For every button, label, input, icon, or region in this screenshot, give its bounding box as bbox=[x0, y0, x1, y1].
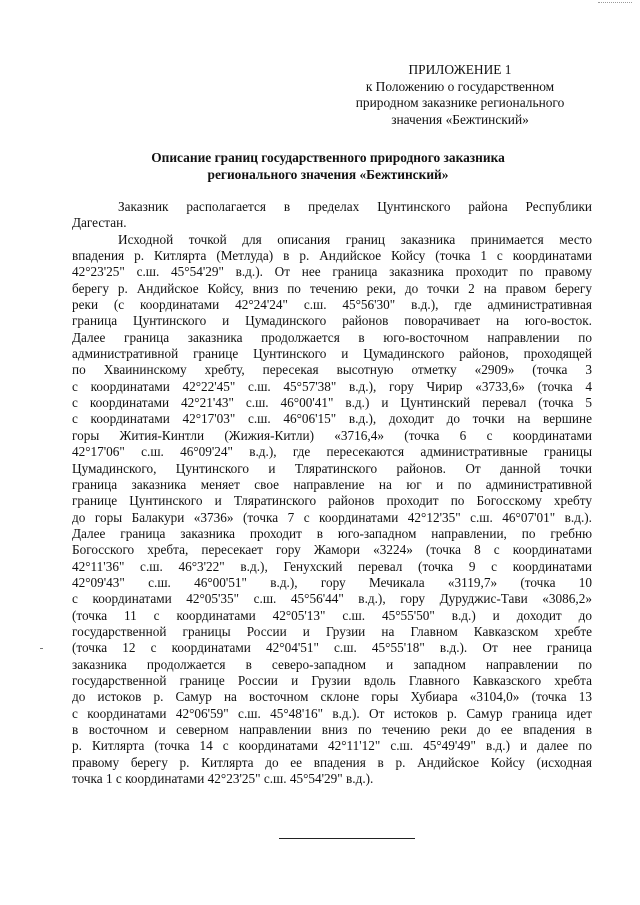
text-line: с координатами 42°05'35" с.ш. 45°56'44" в.д.), гору Дуруджис-Тави «3086,2» bbox=[72, 591, 592, 607]
boundary-description-text bbox=[72, 199, 592, 787]
text-line: с координатами 42°06'59" с.ш. 45°48'16" в.д.). От истоков р. Самур граница идет bbox=[72, 705, 592, 721]
text-line: точка 1 с координатами 42°23'25" с.ш. 45°54'29" в.д.). bbox=[72, 771, 374, 787]
document-title bbox=[60, 150, 596, 183]
text-line: граница Цунтинского и Цумадинского районов поворачивает на юго-восток. bbox=[72, 313, 592, 329]
text-line: с координатами 42°22'45" с.ш. 45°57'38" в.д.), гору Чирир «3733,6» (точка 4 bbox=[72, 378, 592, 394]
text-line: граница заказника меняет свое направление на юг и по административной bbox=[72, 476, 592, 492]
title-line: Описание границ государственного природного заказника bbox=[151, 150, 505, 165]
text-line: административной границе Цунтинского и Цумадинского районов, проходящей bbox=[72, 346, 592, 362]
text-line: реки (с координатами 42°24'24" с.ш. 45°56'30" в.д.), где административная bbox=[72, 297, 592, 313]
text-line: Цумадинского, Цунтинского и Тляратинского районов. От данной точки bbox=[72, 460, 592, 476]
text-line: с координатами 42°17'03" с.ш. 46°06'15" в.д.), доходит до точки на вершине bbox=[72, 411, 592, 427]
appendix-reference-line: значения «Бежтинский» bbox=[391, 111, 529, 127]
text-line: правому берегу р. Китлярта до ее впадения в р. Андийское Койсу (исходная bbox=[72, 754, 592, 770]
scan-margin-mark bbox=[40, 648, 43, 649]
text-line: Исходной точкой для описания границ заказника принимается место bbox=[118, 231, 592, 247]
text-line: 42°11'36" с.ш. 46°3'22" в.д.), Генухский перевал (точка 9 с координатами bbox=[72, 558, 592, 574]
text-line: до горы Балакури «3736» (точка 7 с координатами 42°12'35" с.ш. 46°07'01" в.д.). bbox=[72, 509, 592, 525]
title-line: регионального значения «Бежтинский» bbox=[207, 166, 449, 182]
text-line: с координатами 42°21'43" с.ш. 46°00'41" в.д.) и Цунтинский перевал (точка 5 bbox=[72, 395, 592, 411]
text-line: 42°17'06" с.ш. 46°09'24" в.д.), где пересекаются административные границы bbox=[72, 444, 592, 460]
text-line: по Хваининскому хребту, пересекая высотную отметку «2909» (точка 3 bbox=[72, 362, 592, 378]
appendix-heading: ПРИЛОЖЕНИЕ 1 bbox=[408, 62, 512, 77]
text-line: 42°09'43" с.ш. 46°00'51" в.д.), гору Мечикала «3119,7» (точка 10 bbox=[72, 574, 592, 590]
text-line: государственной границы России и Грузии на Главном Кавказском хребте bbox=[72, 623, 592, 639]
appendix-header bbox=[330, 62, 590, 128]
text-line: Далее граница заказника проходит в юго-западном направлении, по гребню bbox=[72, 525, 592, 541]
text-line: до истоков р. Самур на восточном склоне горы Хубиара «3104,0» (точка 13 bbox=[72, 689, 592, 705]
end-of-text-rule bbox=[279, 838, 415, 839]
text-line: границе Цунтинского и Тляратинского районов проходит по Богосскому хребту bbox=[72, 493, 592, 509]
text-line: Далее граница заказника продолжается в юго-восточном направлении по bbox=[72, 329, 592, 345]
appendix-reference-line: природном заказнике регионального bbox=[355, 95, 565, 110]
text-line: (точка 12 с координатами 42°04'51" с.ш. 45°55'18" в.д.). От нее граница bbox=[72, 640, 592, 656]
text-line: Заказник располагается в пределах Цунтинского района Республики bbox=[118, 199, 592, 214]
text-line: впадения р. Китлярта (Метлуда) в р. Андийское Койсу (точка 1 с координатами bbox=[72, 248, 592, 264]
text-line: Дагестан. bbox=[72, 215, 127, 231]
appendix-reference-line: к Положению о государственном bbox=[365, 78, 555, 94]
text-line: берегу р. Андийское Койсу, вниз по течению реки, до точки 2 на правом берегу bbox=[72, 280, 592, 296]
scan-corner-mark bbox=[598, 2, 632, 7]
text-line: горы Жития-Кинтли (Жижия-Китли) «3716,4» (точка 6 с координатами bbox=[72, 427, 592, 443]
text-line: государственной границе России и Грузии вдоль Главного Кавказского хребта bbox=[72, 672, 592, 688]
text-line: заказника продолжается в северо-западном и западном направлении по bbox=[72, 656, 592, 672]
text-line: (точка 11 с координатами 42°05'13" с.ш. 45°55'50" в.д.) и доходит до bbox=[72, 607, 592, 623]
text-line: Богосского хребта, пересекает гору Жамори «3224» (точка 8 с координатами bbox=[72, 542, 592, 558]
text-line: 42°23'25" с.ш. 45°54'29" в.д.). От нее граница заказника проходит по правому bbox=[72, 264, 592, 280]
text-line: в восточном и северном направлении вниз по течению реки до ее впадения в bbox=[72, 722, 592, 737]
text-line: р. Китлярта (точка 14 с координатами 42°11'12" с.ш. 45°49'49" в.д.) и далее по bbox=[72, 738, 592, 754]
